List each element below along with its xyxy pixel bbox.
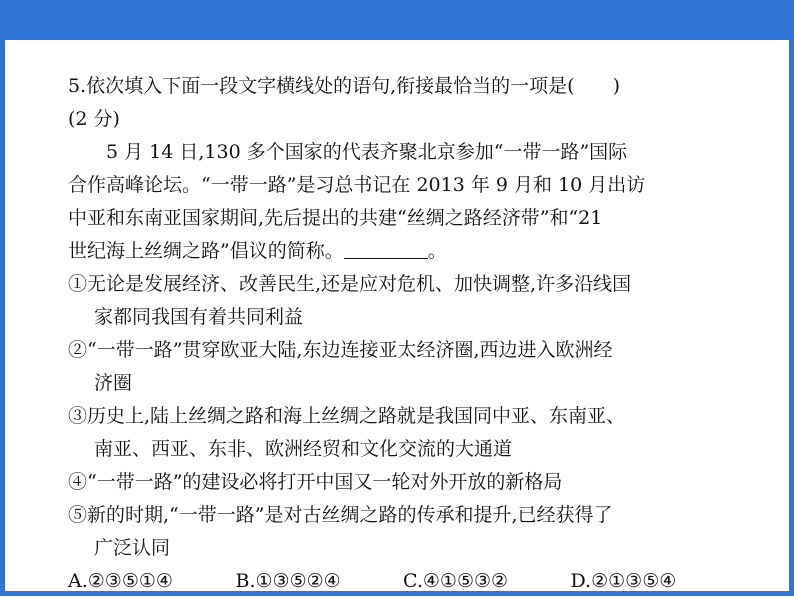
item-5-cont: 广泛认同 (94, 537, 171, 559)
item-2: ②“一带一路”贯穿欧亚大陆,东边连接亚太经济圈,西边进入欧洲经 (68, 339, 613, 361)
question-score: (2 分) (68, 108, 120, 130)
question-stem: 5.依次填入下面一段文字横线处的语句,衔接最恰当的一项是( ) (68, 75, 620, 97)
option-a[interactable]: A.②③⑤①④ (68, 570, 173, 592)
option-d[interactable]: D.②①③⑤④ (570, 570, 677, 592)
passage-line: 中亚和东南亚国家期间,先后提出的共建“丝绸之路经济带”和“21 (68, 207, 603, 229)
item-3: ③历史上,陆上丝绸之路和海上丝绸之路就是我国同中亚、东南亚、 (68, 405, 626, 427)
item-4: ④“一带一路”的建设必将打开中国又一轮对外开放的新格局 (68, 471, 563, 493)
answer-options (68, 565, 738, 598)
passage-line: 合作高峰论坛。“一带一路”是习总书记在 2013 年 9 月和 10 月出访 (68, 174, 646, 196)
passage-line: 世纪海上丝绸之路”倡议的简称。 (68, 240, 344, 262)
passage-line: 5 月 14 日,130 多个国家的代表齐聚北京参加“一带一路”国际 (106, 141, 628, 163)
item-1: ①无论是发展经济、改善民生,还是应对危机、加快调整,许多沿线国 (68, 273, 632, 295)
item-1-cont: 家都同我国有着共同利益 (94, 306, 304, 328)
passage-end: 。 (427, 240, 447, 262)
passage-last-line (68, 235, 738, 268)
answer-blank (344, 240, 428, 259)
item-5: ⑤新的时期,“一带一路”是对古丝绸之路的传承和提升,已经获得了 (68, 504, 613, 526)
item-2-cont: 济圈 (94, 372, 133, 394)
question-block (68, 70, 738, 598)
option-b[interactable]: B.①③⑤②④ (235, 570, 341, 592)
item-3-cont: 南亚、西亚、东非、欧洲经贸和文化交流的大通道 (94, 438, 513, 460)
option-c[interactable]: C.④①⑤③② (403, 570, 509, 592)
